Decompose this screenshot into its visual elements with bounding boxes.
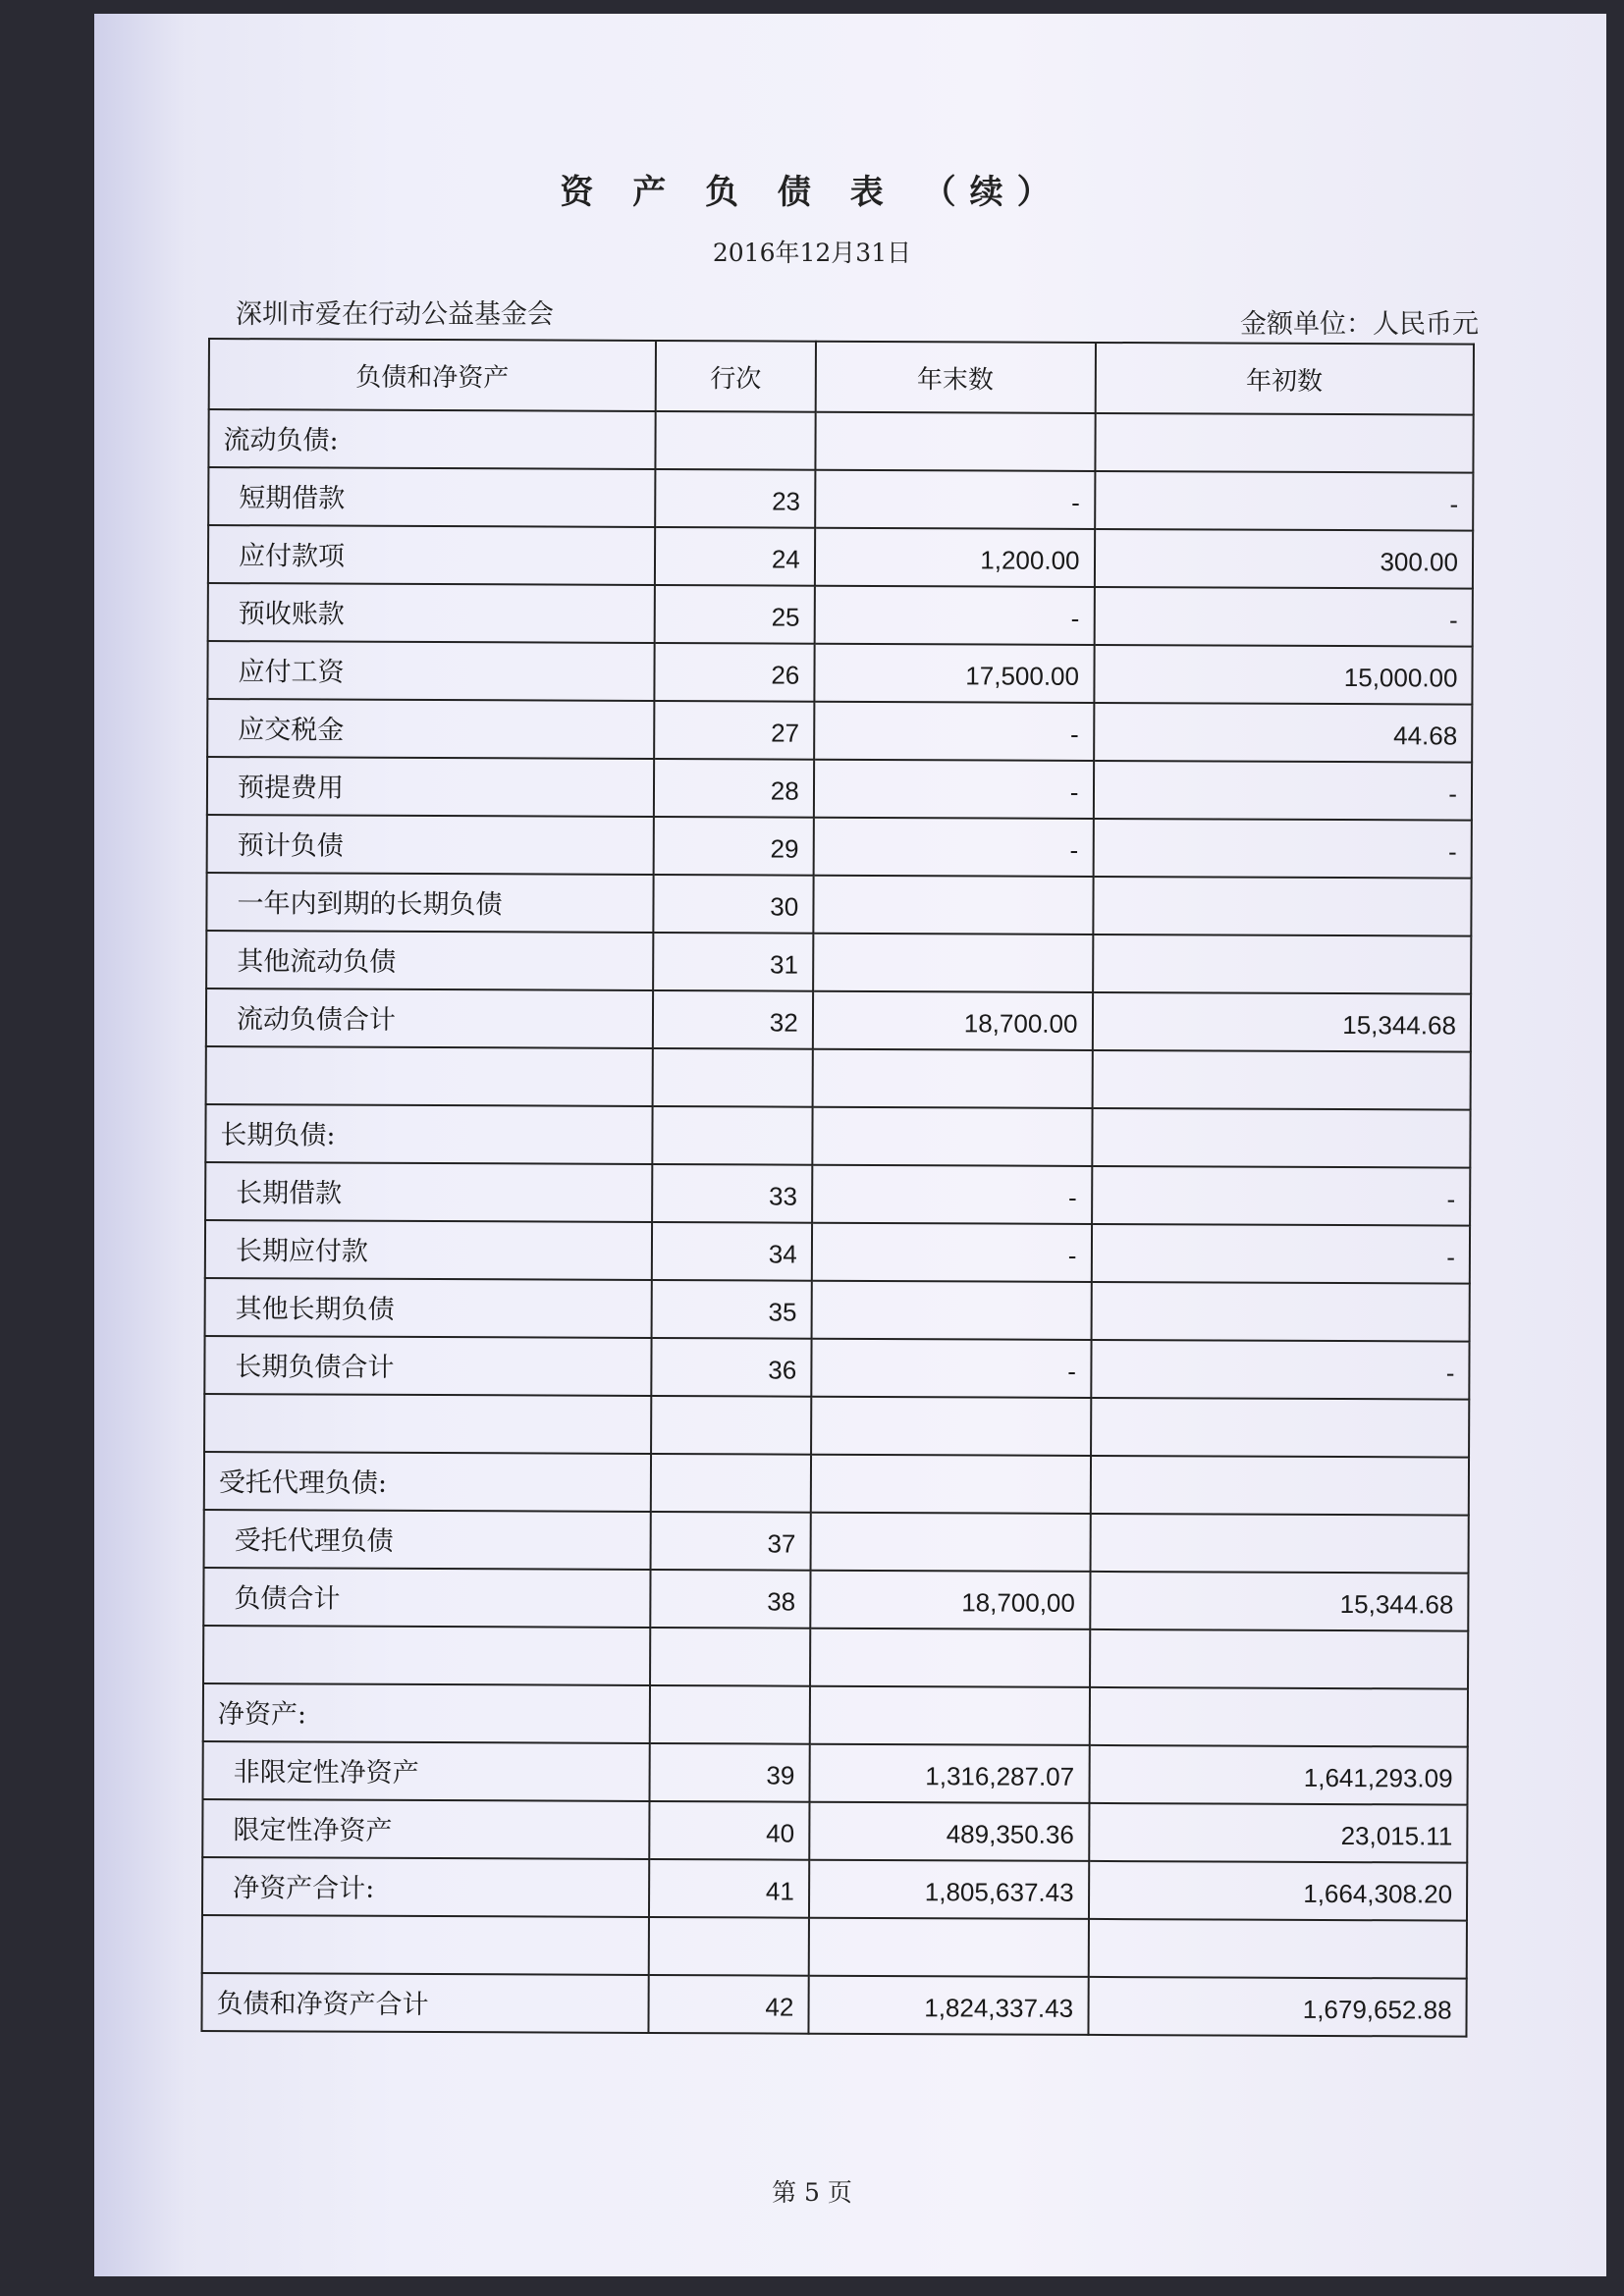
row-line-no: 31 [653, 933, 813, 991]
row-label: 长期应付款 [205, 1220, 652, 1280]
row-year-begin: 23,015.11 [1089, 1803, 1468, 1863]
row-year-end: 18,700.00 [813, 991, 1093, 1050]
document-title: 资 产 负 债 表 （续） [560, 173, 1064, 212]
row-year-end [811, 1455, 1091, 1514]
row-year-begin: 1,679,652.88 [1088, 1977, 1467, 2037]
row-label: 净资产: [203, 1683, 650, 1743]
table-row [202, 1857, 1467, 1921]
row-line-no: 30 [653, 875, 813, 934]
row-year-end [810, 1686, 1090, 1745]
row-year-begin [1091, 1398, 1470, 1458]
row-year-end: - [812, 1223, 1092, 1282]
row-line-no [650, 1685, 810, 1744]
table-row [205, 1162, 1470, 1226]
row-label: 流动负债合计 [206, 988, 653, 1048]
header-liabilities-equity: 负债和净资产 [209, 339, 656, 411]
row-line-no: 33 [652, 1164, 812, 1223]
row-year-begin [1090, 1514, 1469, 1574]
row-label: 长期借款 [205, 1162, 652, 1222]
row-year-end [812, 1107, 1092, 1166]
row-year-end: - [814, 586, 1094, 645]
table-row [207, 641, 1472, 705]
row-year-end: - [815, 470, 1095, 529]
row-year-end: - [813, 818, 1093, 877]
row-label: 应交税金 [207, 699, 654, 759]
header-year-end: 年末数 [815, 342, 1095, 413]
row-label: 负债合计 [203, 1568, 650, 1628]
row-label: 短期借款 [208, 467, 655, 527]
row-line-no: 27 [654, 701, 814, 760]
row-year-begin: 300.00 [1094, 529, 1473, 589]
row-label: 一年内到期的长期负债 [206, 873, 653, 933]
table-row [206, 988, 1471, 1052]
row-year-end [811, 1281, 1091, 1340]
row-year-end: - [814, 760, 1094, 819]
row-label: 非限定性净资产 [203, 1741, 650, 1801]
row-year-begin [1088, 1919, 1467, 1979]
table-row [207, 699, 1472, 763]
row-year-end [812, 1049, 1092, 1108]
table-row [208, 583, 1473, 647]
row-line-no: 32 [653, 990, 813, 1049]
row-year-begin [1091, 1282, 1470, 1342]
table-row [206, 931, 1471, 994]
row-label [204, 1394, 651, 1454]
table-row [204, 1394, 1469, 1458]
row-year-end [809, 1918, 1089, 1977]
row-year-begin [1090, 1456, 1469, 1516]
row-label: 受托代理负债 [204, 1510, 651, 1570]
row-year-end: 1,805,637.43 [809, 1860, 1089, 1919]
row-year-begin: - [1095, 471, 1474, 531]
row-line-no [651, 1396, 811, 1455]
row-year-begin [1093, 877, 1472, 936]
row-year-end [811, 1397, 1091, 1456]
table-row [203, 1683, 1468, 1747]
row-label: 预提费用 [207, 757, 654, 817]
row-line-no: 38 [650, 1570, 810, 1629]
row-label: 流动负债: [208, 409, 655, 469]
row-line-no [655, 411, 815, 470]
row-year-begin [1092, 1050, 1471, 1110]
row-label: 其他长期负债 [205, 1278, 652, 1338]
row-year-begin [1095, 413, 1474, 473]
row-year-end [810, 1629, 1090, 1687]
table-row [204, 1452, 1469, 1516]
row-line-no: 40 [649, 1801, 809, 1860]
table-row [207, 757, 1472, 821]
row-line-no: 29 [654, 817, 814, 876]
row-year-end: 489,350.36 [809, 1802, 1089, 1861]
row-line-no: 42 [649, 1975, 809, 2034]
balance-sheet-table [200, 338, 1475, 2038]
row-label [203, 1626, 650, 1685]
row-year-end [810, 1513, 1090, 1572]
row-line-no [650, 1628, 810, 1686]
table-row [203, 1741, 1468, 1805]
row-label: 应付款项 [208, 525, 655, 585]
table-row [201, 1973, 1466, 2037]
row-label: 受托代理负债: [204, 1452, 651, 1512]
currency-unit: 金额单位：人民币元 [1240, 309, 1479, 340]
table-row [205, 1104, 1470, 1168]
row-year-begin: - [1091, 1224, 1470, 1284]
row-year-begin [1089, 1687, 1468, 1747]
row-label: 预收账款 [208, 583, 655, 643]
row-year-end: 18,700,00 [810, 1571, 1090, 1629]
row-year-end: 17,500.00 [814, 644, 1094, 703]
row-label: 预计负债 [207, 815, 654, 875]
table-row [202, 1799, 1467, 1863]
row-line-no [649, 1917, 809, 1976]
row-label [206, 1046, 653, 1106]
row-year-begin [1093, 934, 1472, 994]
row-line-no: 37 [651, 1512, 811, 1571]
row-year-end: 1,316,287.07 [809, 1744, 1089, 1803]
table-row [208, 409, 1473, 473]
table-row [203, 1568, 1468, 1631]
row-year-begin [1092, 1108, 1471, 1168]
row-year-begin: 44.68 [1094, 703, 1473, 763]
row-line-no: 39 [650, 1743, 810, 1802]
row-year-begin: 1,664,308.20 [1088, 1861, 1467, 1921]
table-row [204, 1336, 1469, 1400]
row-year-begin: - [1093, 819, 1472, 879]
organization-name: 深圳市爱在行动公益基金会 [236, 299, 554, 330]
row-line-no: 35 [652, 1280, 812, 1339]
row-year-end: - [812, 1165, 1092, 1224]
row-year-end [815, 412, 1095, 471]
table-row [203, 1626, 1468, 1689]
table-row [208, 467, 1473, 531]
row-year-begin [1090, 1629, 1469, 1689]
row-year-begin: - [1093, 761, 1472, 821]
row-year-end: - [814, 702, 1094, 761]
row-line-no: 36 [651, 1338, 811, 1397]
row-label [202, 1915, 649, 1975]
report-date: 2016年12月31日 [712, 239, 912, 267]
row-year-end: 1,824,337.43 [808, 1976, 1088, 2035]
row-year-end [813, 934, 1093, 992]
row-line-no: 34 [652, 1222, 812, 1281]
row-line-no: 24 [655, 527, 815, 586]
row-line-no: 28 [654, 759, 814, 818]
table-row [208, 525, 1473, 589]
row-year-begin: 15,344.68 [1092, 992, 1471, 1052]
row-year-begin: - [1092, 1166, 1471, 1226]
row-line-no [651, 1454, 811, 1513]
row-label: 应付工资 [207, 641, 654, 701]
page-number: 第 5 页 [772, 2178, 852, 2207]
table-row [202, 1915, 1467, 1979]
row-year-end: 1,200.00 [815, 528, 1095, 587]
row-label: 限定性净资产 [202, 1799, 649, 1859]
table-header-row [209, 339, 1474, 415]
row-line-no: 41 [649, 1859, 809, 1918]
table-row [204, 1510, 1469, 1574]
row-label: 负债和净资产合计 [201, 1973, 648, 2033]
row-year-begin: 15,344.68 [1090, 1572, 1469, 1631]
row-year-end [813, 876, 1093, 934]
row-year-end: - [811, 1339, 1091, 1398]
row-label: 长期负债合计 [204, 1336, 651, 1396]
table-row [206, 873, 1471, 936]
table-row [205, 1278, 1470, 1342]
header-year-begin: 年初数 [1095, 343, 1474, 415]
row-label: 长期负债: [205, 1104, 652, 1164]
row-line-no [653, 1048, 813, 1107]
row-line-no: 26 [654, 643, 814, 702]
table-row [205, 1220, 1470, 1284]
row-year-begin: - [1091, 1340, 1470, 1400]
table-row [206, 1046, 1471, 1110]
row-label: 其他流动负债 [206, 931, 653, 990]
row-year-begin: - [1094, 587, 1473, 647]
row-year-begin: 15,000.00 [1094, 645, 1473, 705]
row-line-no: 23 [655, 469, 815, 528]
table-row [207, 815, 1472, 879]
row-line-no [652, 1106, 812, 1165]
row-line-no: 25 [655, 585, 815, 644]
header-line-no: 行次 [656, 341, 816, 412]
row-year-begin: 1,641,293.09 [1089, 1745, 1468, 1805]
row-label: 净资产合计: [202, 1857, 649, 1917]
